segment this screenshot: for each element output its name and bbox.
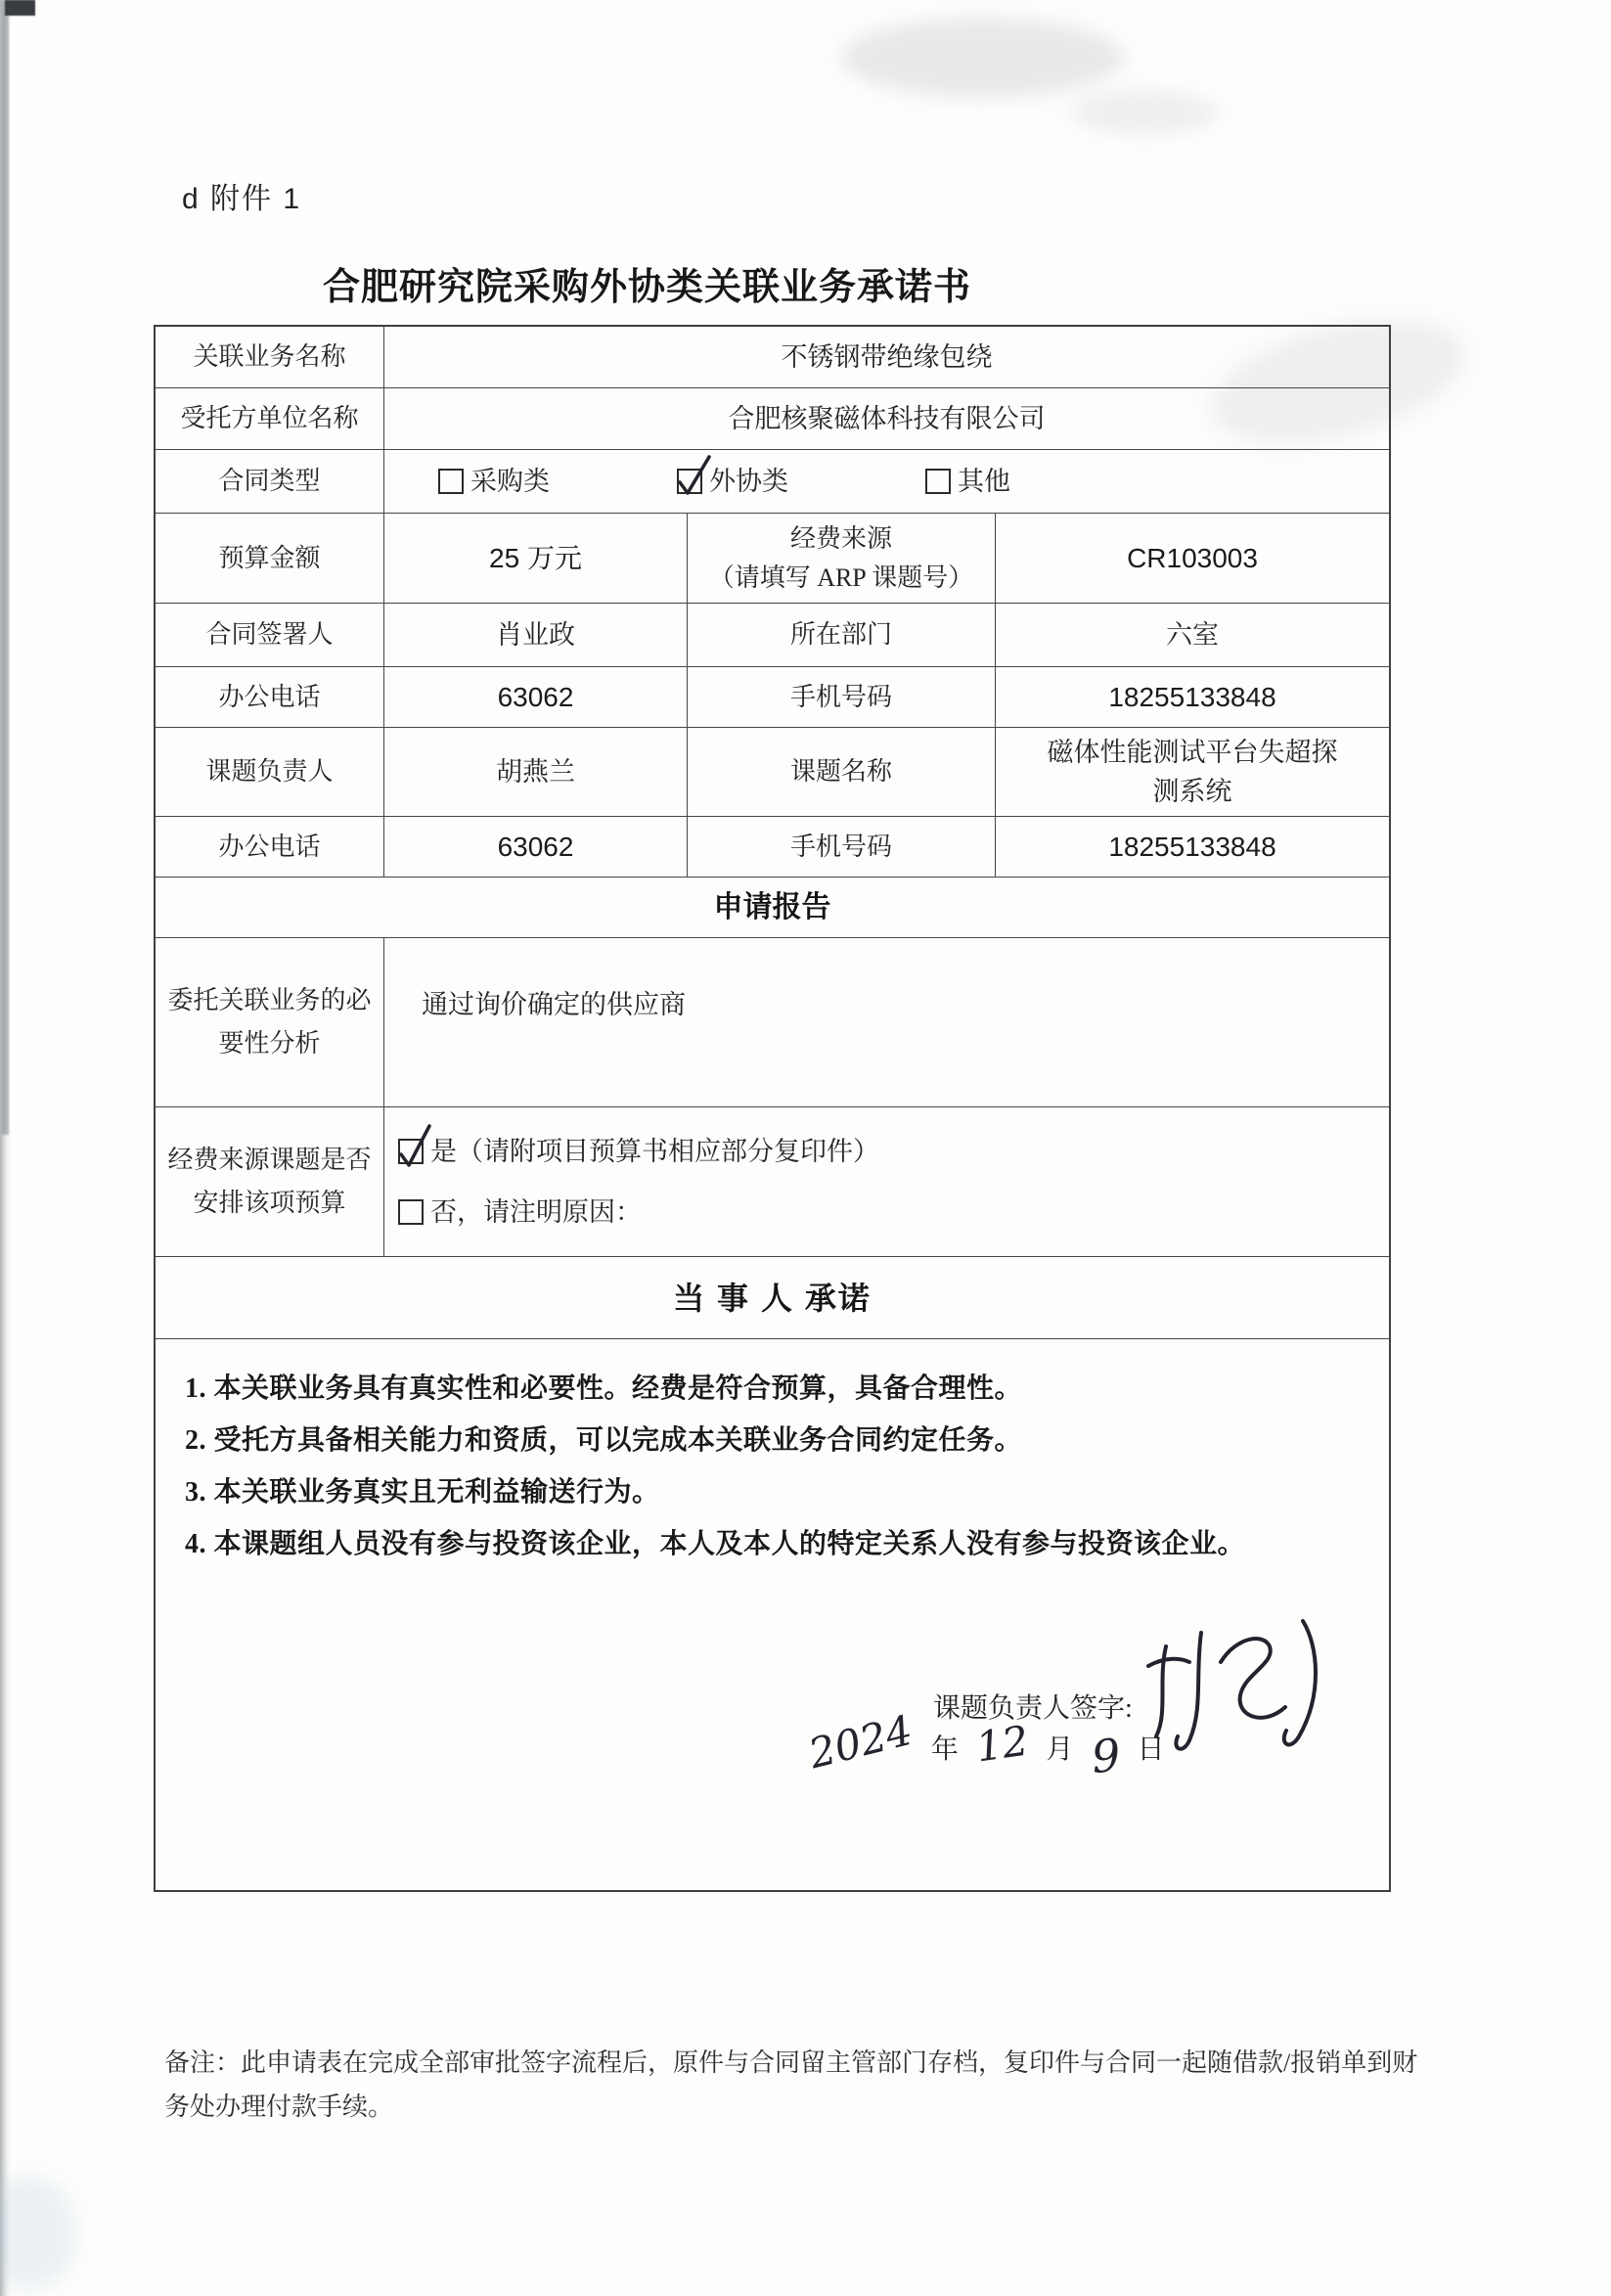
row-office-phone-2: [156, 817, 1389, 878]
row-trustee: [156, 388, 1389, 450]
office-phone-value: 63062: [383, 667, 687, 727]
option-outsourcing: [677, 460, 788, 503]
leader-signature-label: 课题负责人签字:: [933, 1693, 1133, 1724]
commitment-item: 4. 本课题组人员没有参与投资该企业，本人及本人的特定关系人没有参与投资该企业。: [185, 1529, 1246, 1559]
row-commitment-header: [156, 1257, 1389, 1339]
commitments-cell: [156, 1339, 1389, 1890]
funding-source-label: [687, 514, 995, 603]
option-label: 采购类: [470, 467, 550, 496]
option-label: 外协类: [709, 467, 788, 496]
row-budget-arranged: [156, 1107, 1389, 1257]
business-name-label: 关联业务名称: [193, 342, 346, 371]
row-contract-type: [156, 450, 1389, 514]
row-business-name: [156, 327, 1389, 388]
handwritten-checkmark-icon: [394, 1121, 437, 1172]
budget-value: 25 万元: [383, 514, 687, 603]
leader-signature-handwriting: [1139, 1611, 1354, 1781]
form-table: [154, 325, 1391, 1892]
commitment-header: 当 事 人 承诺: [673, 1280, 872, 1316]
option-purchase: [438, 460, 550, 503]
option-label: 是（请附项目预算书相应部分复印件）: [430, 1137, 879, 1166]
department-label: 所在部门: [687, 604, 995, 666]
budget-arranged-label: 经费来源课题是否安排该项预算: [167, 1146, 372, 1217]
year-label: 年: [930, 1734, 959, 1765]
option-label: 否，请注明原因：: [430, 1197, 642, 1227]
mobile-value: 18255133848: [995, 817, 1389, 877]
scan-smudge: [1071, 90, 1218, 135]
handwritten-month: 12: [972, 1716, 1032, 1772]
department-value: 六室: [995, 604, 1389, 666]
scan-corner-mark: [5, 0, 35, 16]
trustee-label: 受托方单位名称: [180, 404, 359, 432]
office-phone-value: 63062: [383, 817, 687, 877]
business-name-value: 不锈钢带绝缘包绕: [383, 327, 1389, 387]
necessity-label: 委托关联业务的必要性分析: [167, 986, 372, 1058]
funding-source-label-line2: （请填写 ARP 课题号）: [708, 563, 974, 592]
row-necessity: [156, 938, 1389, 1107]
checkbox-unchecked-icon: [398, 1199, 424, 1225]
option-no: [398, 1191, 642, 1234]
month-label: 月: [1046, 1734, 1074, 1765]
project-name-label: 课题名称: [687, 728, 995, 816]
checkbox-checked-icon: [398, 1139, 424, 1164]
mobile-value: 18255133848: [995, 667, 1389, 727]
mobile-label: 手机号码: [687, 817, 995, 877]
checkbox-checked-icon: [677, 469, 702, 494]
commitment-item: 2. 受托方具备相关能力和资质，可以完成本关联业务合同约定任务。: [185, 1425, 1023, 1456]
row-commitments: [156, 1339, 1389, 1890]
option-yes: [398, 1130, 879, 1173]
trustee-value: 合肥核聚磁体科技有限公司: [383, 388, 1389, 449]
necessity-value: 通过询价确定的供应商: [383, 938, 1389, 1106]
scan-edge-shadow-dark: [2, 0, 9, 1135]
commitment-item: 1. 本关联业务具有真实性和必要性。经费是符合预算，具备合理性。: [185, 1373, 1023, 1404]
footer-note: 备注：此申请表在完成全部审批签字流程后，原件与合同留主管部门存档，复印件与合同一起随借款/报销单到财务处办理付款手续。: [164, 2048, 1418, 2121]
contract-type-options: [383, 450, 1389, 513]
option-other: [925, 460, 1010, 503]
attachment-label: d 附件 1: [182, 183, 302, 215]
handwritten-year: 2024: [804, 1705, 917, 1778]
contract-type-label: 合同类型: [218, 467, 321, 495]
project-name-value: 磁体性能测试平台失超探测系统: [995, 728, 1389, 816]
funding-source-value: CR103003: [995, 514, 1389, 603]
mobile-label: 手机号码: [687, 667, 995, 727]
document-title: 合肥研究院采购外协类关联业务承诺书: [323, 267, 972, 308]
scan-smudge: [841, 18, 1125, 98]
handwritten-checkmark-icon: [673, 451, 716, 500]
scan-smudge: [0, 2177, 75, 2289]
funding-source-label-line1: 经费来源: [789, 523, 892, 553]
commitment-item: 3. 本关联业务真实且无利益输送行为。: [185, 1477, 660, 1508]
row-project-leader: [156, 728, 1389, 817]
row-application-report-header: [156, 878, 1389, 938]
budget-label: 预算金额: [218, 543, 321, 572]
application-report-header: 申请报告: [713, 890, 831, 923]
row-office-phone-1: [156, 667, 1389, 728]
leader-value: 胡燕兰: [383, 728, 687, 816]
day-label: 日: [1137, 1734, 1165, 1765]
signer-label: 合同签署人: [205, 620, 334, 649]
checkbox-unchecked-icon: [438, 469, 464, 494]
signer-value: 肖业政: [383, 604, 687, 666]
office-phone-label: 办公电话: [218, 682, 321, 711]
option-label: 其他: [958, 467, 1010, 496]
budget-arranged-options: [383, 1107, 1389, 1256]
row-signer: [156, 604, 1389, 667]
handwritten-day: 9: [1090, 1728, 1123, 1784]
row-budget: [156, 514, 1389, 604]
leader-label: 课题负责人: [205, 757, 334, 786]
checkbox-unchecked-icon: [925, 469, 951, 494]
office-phone-label: 办公电话: [218, 832, 321, 861]
